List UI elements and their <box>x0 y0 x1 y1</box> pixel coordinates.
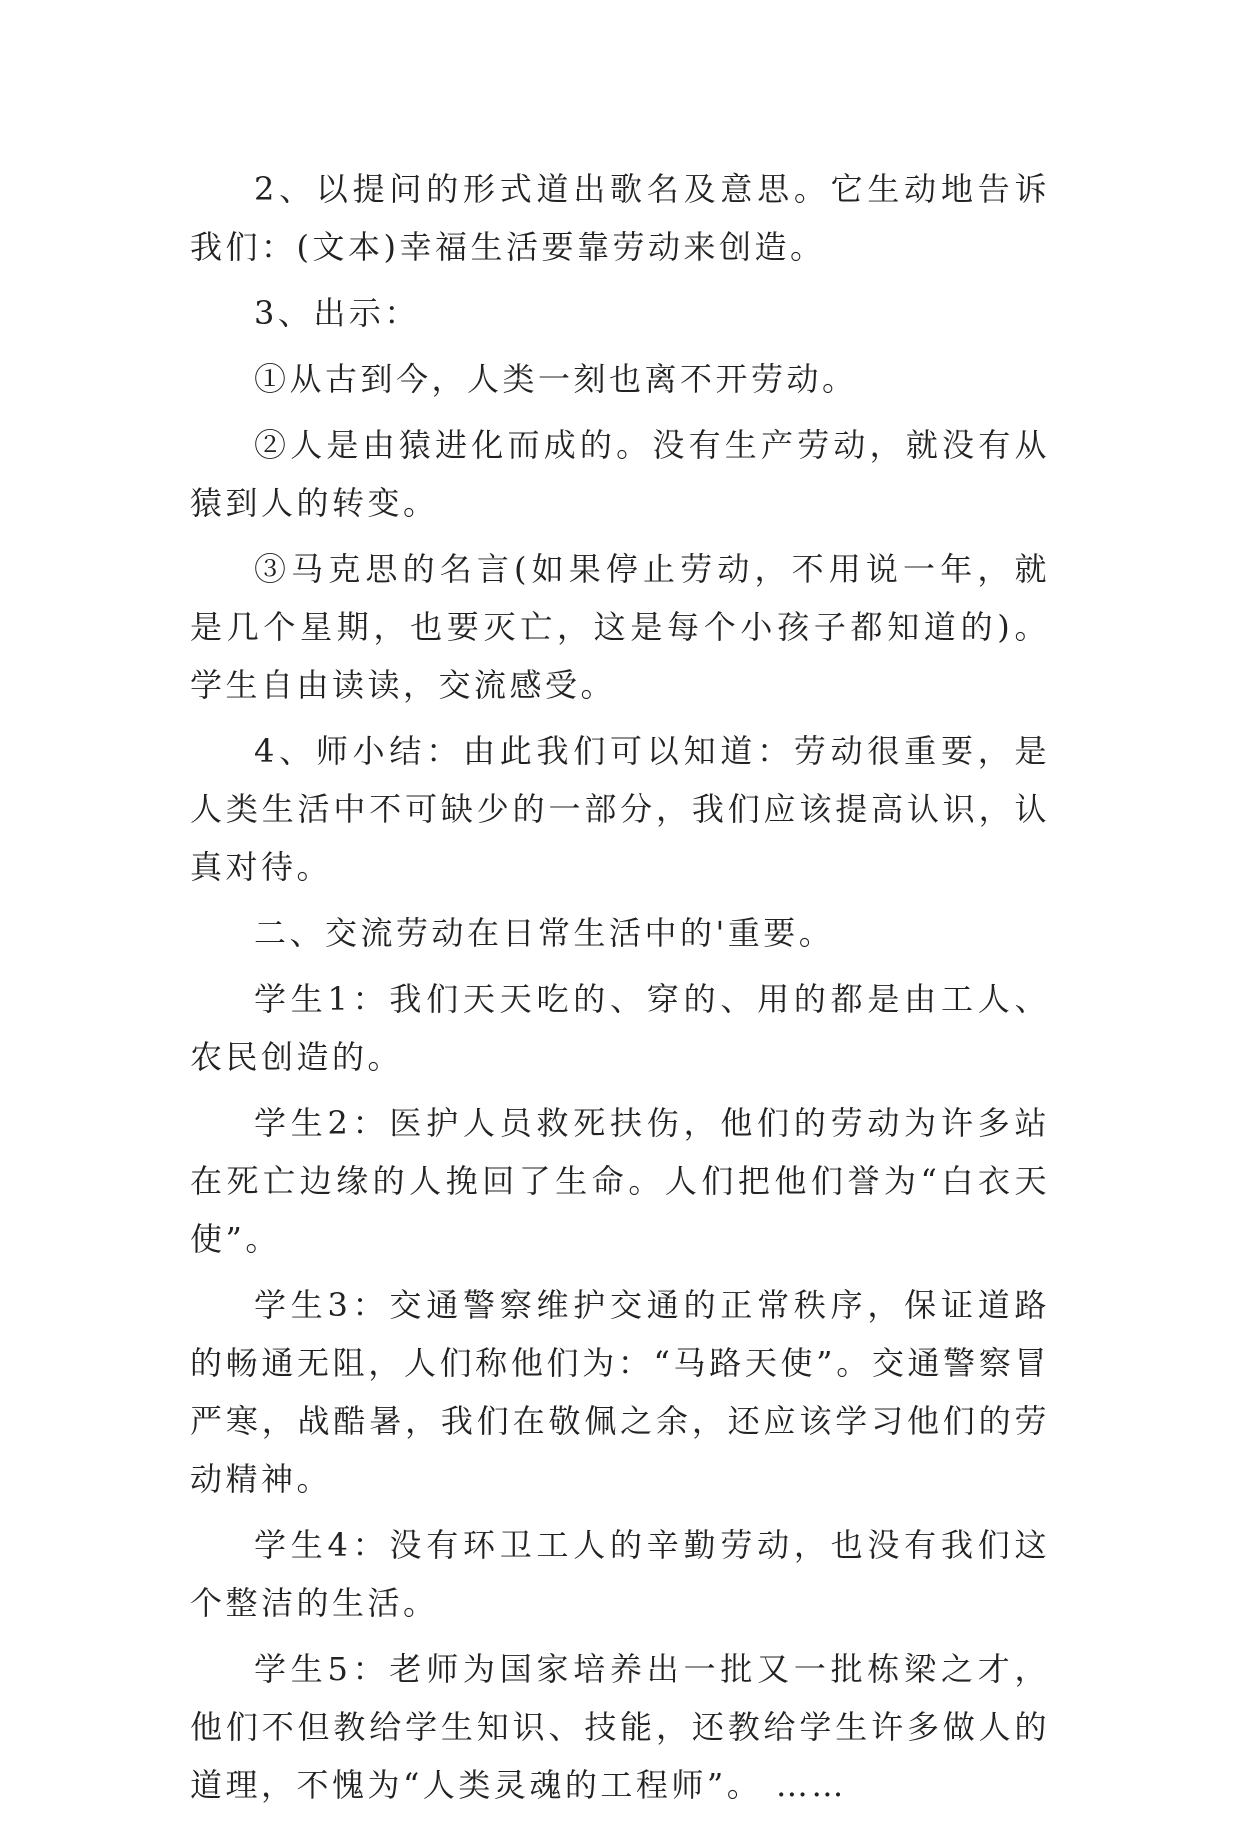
paragraph: 学生5：老师为国家培养出一批又一批栋梁之才，他们不但教给学生知识、技能，还教给学生许多做人的道理，不愧为“人类灵魂的工程师”。 …… <box>190 1650 1050 1804</box>
paragraph: 二、交流劳动在日常生活中的'重要。 <box>254 914 835 952</box>
paragraph: 学生3：交通警察维护交通的正常秩序，保证道路的畅通无阻，人们称他们为：“马路天使”。交通警察冒严寒，战酷暑，我们在敬佩之余，还应该学习他们的劳动精神。 <box>190 1286 1050 1498</box>
paragraph: 2、以提问的形式道出歌名及意思。它生动地告诉我们：(文本)幸福生活要靠劳动来创造。 <box>190 170 1050 266</box>
paragraph: ③马克思的名言(如果停止劳动，不用说一年，就是几个星期，也要灭亡，这是每个小孩子都知道的)。学生自由读读，交流感受。 <box>190 550 1050 704</box>
paragraph: 4、师小结：由此我们可以知道：劳动很重要，是人类生活中不可缺少的一部分，我们应该提高认识，认真对待。 <box>190 732 1050 886</box>
paragraph: 学生1：我们天天吃的、穿的、用的都是由工人、农民创造的。 <box>190 980 1050 1076</box>
document-body <box>190 160 1050 1822</box>
paragraph: 学生2：医护人员救死扶伤，他们的劳动为许多站在死亡边缘的人挽回了生命。人们把他们誉为“白衣天使”。 <box>190 1104 1050 1258</box>
paragraph: 学生4：没有环卫工人的辛勤劳动，也没有我们这个整洁的生活。 <box>190 1526 1050 1622</box>
paragraph: 3、出示： <box>254 294 420 332</box>
paragraph: ①从古到今，人类一刻也离不开劳动。 <box>254 360 858 398</box>
paragraph: ②人是由猿进化而成的。没有生产劳动，就没有从猿到人的转变。 <box>190 426 1050 522</box>
